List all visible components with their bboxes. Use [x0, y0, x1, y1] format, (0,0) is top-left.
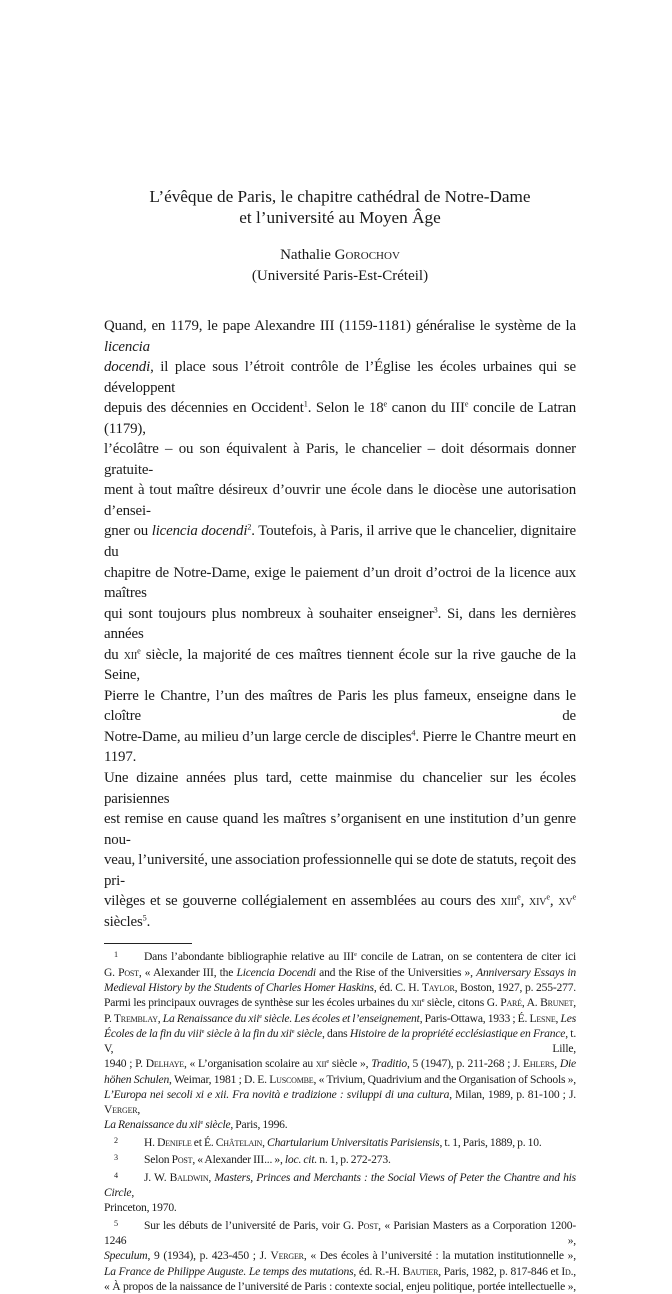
- footnote-number: [104, 947, 144, 964]
- text-run: siècle, la majorité de ces maîtres tiennent école sur la rive gauche de la Seine,: [104, 646, 576, 684]
- text-run: . Toutefois, à Paris, il arrive que le chancelier, dignitaire du: [104, 523, 576, 561]
- italic-run: Chartularium Universitatis Parisiensis: [267, 1135, 440, 1149]
- body-text: [104, 316, 576, 932]
- footnote-line: [104, 965, 576, 980]
- text-run: , Boston, 1927, p. 255-277.: [454, 981, 577, 995]
- text-run: and the Rise of the Universities »,: [315, 965, 477, 979]
- footnote-number-label: 2: [114, 1135, 118, 1145]
- italic-run: La Renaissance du xii: [162, 1011, 260, 1025]
- author-name: [104, 245, 576, 265]
- text-run: ,: [549, 893, 559, 910]
- footnote-line: [104, 1168, 576, 1201]
- text-run: concile de Latran (1179),: [104, 400, 577, 437]
- small-caps-run: Post: [118, 965, 139, 979]
- superscript: e: [572, 893, 576, 902]
- text-run: et É.: [191, 1135, 216, 1149]
- article-title-line-1: L’évêque de Paris, le chapitre cathédral de Notre-Dame: [149, 187, 531, 206]
- footnote-number: [104, 1133, 144, 1150]
- superscript: e: [421, 997, 425, 1005]
- italic-run: L’Europa nei secoli xi e xii. Fra novità e tradizione : sviluppi di una cultura: [104, 1087, 450, 1101]
- text-run: Notre-Dame, au milieu d’un large cercle de disciples: [104, 728, 412, 745]
- superscript: e: [201, 1027, 205, 1035]
- italic-run: siècle: [203, 1118, 231, 1132]
- superscript: e: [354, 951, 357, 959]
- footnote-line: [104, 1011, 576, 1026]
- body-line: [104, 604, 576, 645]
- superscript: e: [464, 399, 469, 409]
- body-line: [104, 645, 576, 686]
- body-line: [104, 357, 576, 398]
- italic-run: loc. cit.: [284, 1153, 318, 1167]
- body-line: [104, 316, 576, 357]
- text-run: . Si, dans les dernières années: [104, 605, 576, 643]
- article-title-line-2: et l’université au Moyen Âge: [239, 208, 441, 227]
- small-caps-run: xv: [558, 893, 573, 910]
- italic-run: Histoire de la propriété ecclésiastique en France: [349, 1026, 566, 1040]
- text-run: siècle, citons G.: [424, 996, 501, 1010]
- text-run: H.: [144, 1135, 158, 1149]
- text-run: P.: [104, 1011, 114, 1025]
- footnote-line: [104, 1150, 576, 1167]
- text-run: ,: [554, 1057, 560, 1071]
- small-caps-run: Delhaye: [145, 1057, 184, 1071]
- footnote-line: [104, 1279, 576, 1294]
- superscript: e: [259, 1012, 262, 1020]
- footnote-number: [104, 1150, 144, 1167]
- small-caps-run: Id: [561, 1264, 571, 1278]
- body-line: [104, 727, 576, 768]
- text-run: , Paris-Ottawa, 1933 ; É.: [419, 1011, 530, 1025]
- text-run: depuis des décennies en Occident: [104, 400, 304, 417]
- text-run: ,: [131, 1186, 135, 1200]
- body-line: [104, 521, 576, 562]
- text-run: « À propos de la naissance de l’université de Paris : contexte social, enjeu politique, portée intellectuelle »,: [104, 1279, 576, 1293]
- italic-run: Anniversary Essays in: [476, 965, 576, 979]
- author-last-name: Gorochov: [334, 247, 400, 263]
- superscript: 1: [303, 399, 308, 409]
- small-caps-run: Brunet: [540, 996, 574, 1010]
- text-run: 1940 ; P.: [104, 1057, 146, 1071]
- text-run: ,: [573, 996, 576, 1010]
- text-run: , A.: [521, 996, 541, 1010]
- text-run: ,: [157, 1011, 163, 1025]
- superscript: e: [291, 1027, 295, 1035]
- small-caps-run: Verger: [270, 1249, 304, 1263]
- text-run: , « L’organisation scolaire au: [183, 1057, 316, 1071]
- italic-run: La France de Philippe Auguste. Le temps des mutations: [104, 1264, 354, 1278]
- text-run: G.: [104, 965, 119, 979]
- italic-run: Traditio: [371, 1057, 407, 1071]
- footnote-line: [104, 1026, 576, 1057]
- small-caps-run: xiii: [500, 893, 518, 910]
- footnote-line: [104, 1200, 576, 1215]
- text-run: du: [104, 646, 124, 663]
- text-run: l’écolâtre – ou son équivalent à Paris, le chancelier – doit désormais donner gratuite-: [104, 441, 576, 478]
- superscript: e: [546, 893, 550, 902]
- small-caps-run: xii: [123, 646, 138, 663]
- superscript: e: [383, 399, 387, 409]
- text-run: siècle »,: [329, 1057, 372, 1071]
- italic-run: Medieval History by the Students of Charles Homer Haskins: [104, 981, 374, 995]
- italic-run: licencia: [104, 338, 150, 355]
- text-run: , Paris, 1996.: [230, 1118, 288, 1132]
- superscript: 5: [142, 913, 147, 923]
- footnote-line: [104, 1264, 576, 1279]
- footnote-number: [104, 1216, 144, 1233]
- small-caps-run: Lesne: [529, 1011, 556, 1025]
- text-run: chapitre de Notre-Dame, exige le paiement d’un droit d’octroi de la licence aux maîtres: [104, 564, 576, 602]
- body-line: [104, 439, 576, 480]
- text-run: concile de Latran, on se contentera de citer ici: [356, 950, 576, 964]
- footnote-number: [104, 1168, 144, 1185]
- text-run: ,: [555, 1011, 561, 1025]
- body-line: [104, 768, 576, 809]
- footnote-line: [104, 1248, 576, 1263]
- italic-run: siècle. Les écoles et l’enseignement: [261, 1011, 420, 1025]
- superscript: 2: [247, 523, 252, 533]
- small-caps-run: xiv: [529, 893, 547, 910]
- italic-run: höhen Schulen: [104, 1072, 170, 1086]
- footnote-line: [104, 1117, 576, 1132]
- small-caps-run: Luscombe: [269, 1072, 314, 1086]
- superscript: 4: [411, 728, 416, 738]
- text-run: , Milan, 1989, p. 81-100 ; J.: [449, 1087, 576, 1101]
- small-caps-run: Paré: [500, 996, 522, 1010]
- footnote-line: [104, 995, 576, 1010]
- author-affiliation: (Université Paris-Est-Créteil): [251, 268, 429, 284]
- body-line: [104, 563, 576, 604]
- body-line: [104, 398, 576, 439]
- text-run: vilèges et se gouverne collégialement en assemblées au cours des: [104, 893, 501, 910]
- small-caps-run: Post: [357, 1218, 379, 1232]
- text-run: , Paris, 1982, p. 817-846 et: [438, 1264, 562, 1278]
- footnote-number-label: 5: [114, 1218, 118, 1228]
- footnote-number-label: 3: [114, 1153, 118, 1163]
- text-run: est remise en cause quand les maîtres s’organisent en une institution d’un genre nou-: [104, 811, 576, 848]
- text-run: , éd. R.-H.: [353, 1264, 403, 1278]
- small-caps-run: xii: [315, 1057, 327, 1071]
- italic-run: siècle: [294, 1026, 322, 1040]
- small-caps-run: Châtelain: [215, 1135, 263, 1149]
- text-run: , « Alexander III... »,: [192, 1153, 285, 1167]
- superscript: e: [326, 1058, 330, 1066]
- text-run: , dans: [321, 1026, 350, 1040]
- italic-run: siècle à la fin du xii: [204, 1026, 292, 1040]
- italic-run: Écoles de la fin du viii: [104, 1026, 202, 1040]
- text-run: Sur les débuts de l’université de Paris, voir G.: [144, 1218, 358, 1232]
- body-line: [104, 809, 576, 850]
- italic-run: Masters, Princes and Merchants : the Social Views of Peter the Chantre and his Circle: [104, 1170, 576, 1200]
- footnote-number-label: 1: [114, 950, 118, 960]
- text-run: .: [146, 913, 151, 930]
- text-run: ,: [520, 893, 530, 910]
- text-run: ,: [137, 1103, 141, 1117]
- small-caps-run: Verger: [104, 1103, 138, 1117]
- text-run: Parmi les principaux ouvrages de synthèse sur les écoles urbaines du: [104, 996, 412, 1010]
- small-caps-run: xii: [411, 996, 422, 1010]
- author-first-name: Nathalie: [280, 247, 331, 263]
- text-run: gner ou: [104, 523, 152, 540]
- footnote-line: [104, 1072, 576, 1087]
- text-run: , il place sous l’étroit contrôle de l’Église les écoles urbaines qui se développent: [104, 359, 576, 396]
- body-line: [104, 850, 576, 891]
- text-run: J. W.: [144, 1170, 170, 1184]
- footnote-line: [104, 1087, 576, 1118]
- small-caps-run: Denifle: [157, 1135, 192, 1149]
- text-run: ,: [208, 1170, 215, 1184]
- italic-run: Die: [559, 1057, 576, 1071]
- footnote-line: [104, 1056, 576, 1071]
- small-caps-run: Bautier: [402, 1264, 439, 1278]
- italic-run: Les: [560, 1011, 577, 1025]
- superscript: e: [517, 893, 521, 902]
- small-caps-run: Post: [171, 1153, 193, 1167]
- footnotes: [104, 947, 576, 1294]
- text-run: qui sont toujours plus nombreux à souhaiter enseigner: [104, 605, 434, 622]
- text-run: , « Trivium, Quadrivium and the Organisation of Schools »,: [313, 1072, 576, 1086]
- footnote-line: [104, 980, 576, 995]
- superscript: e: [200, 1119, 204, 1127]
- small-caps-run: Taylor: [421, 981, 455, 995]
- text-run: Une dizaine années plus tard, cette mainmise du chancelier sur les écoles parisiennes: [104, 770, 576, 807]
- text-run: , 9 (1934), p. 423-450 ; J.: [147, 1249, 271, 1263]
- text-run: , « Alexander III, the: [138, 965, 237, 979]
- text-run: , 5 (1947), p. 211-268 ; J.: [406, 1057, 524, 1071]
- text-run: ment à tout maître désireux d’ouvrir une école dans le diocèse une autorisation d’ensei-: [104, 482, 576, 519]
- footnote-number-label: 4: [114, 1170, 118, 1180]
- body-line: [104, 891, 576, 932]
- footnote-line: [104, 1133, 576, 1150]
- body-line: [104, 686, 576, 727]
- text-run: ,: [262, 1135, 268, 1149]
- footnote-line: [104, 947, 576, 964]
- text-run: . Selon le 18: [307, 400, 384, 417]
- text-run: Princeton, 1970.: [104, 1201, 177, 1215]
- text-run: . Pierre le Chantre meurt en 1197.: [104, 728, 576, 766]
- italic-run: La Renaissance du xii: [104, 1118, 201, 1132]
- text-run: veau, l’université, une association professionnelle qui se dote de statuts, reçoit des pri-: [104, 852, 576, 889]
- text-run: , t. 1, Paris, 1889, p. 10.: [439, 1135, 542, 1149]
- superscript: e: [137, 646, 141, 656]
- small-caps-run: Ehlers: [523, 1057, 555, 1071]
- body-line: [104, 480, 576, 521]
- text-run: n. 1, p. 272-273.: [317, 1153, 391, 1167]
- italic-run: docendi: [104, 359, 151, 376]
- text-run: Dans l’abondante bibliographie relative au III: [144, 950, 355, 964]
- italic-run: licencia docendi: [151, 523, 248, 540]
- superscript: 3: [433, 605, 438, 615]
- page: [104, 0, 576, 1294]
- text-run: , « Parisian Masters as a Corporation 1200-1246 »,: [104, 1218, 576, 1248]
- italic-run: Licencia Docendi: [236, 965, 316, 979]
- footnote-line: [104, 1216, 576, 1249]
- text-run: , Weimar, 1981 ; D. E.: [169, 1072, 270, 1086]
- text-run: canon du III: [386, 400, 465, 417]
- text-run: Selon: [144, 1153, 172, 1167]
- text-run: siècles: [104, 913, 143, 930]
- text-run: Quand, en 1179, le pape Alexandre III (1159-1181) généralise le système de la: [104, 318, 576, 334]
- text-run: , éd. C. H.: [373, 981, 422, 995]
- text-run: , « Des écoles à l’université : la mutation institutionnelle »,: [303, 1249, 576, 1263]
- text-run: , t. V, Lille,: [104, 1026, 577, 1056]
- italic-run: Speculum: [104, 1249, 148, 1263]
- text-run: .,: [570, 1264, 576, 1278]
- footnote-separator: [104, 943, 192, 944]
- small-caps-run: Baldwin: [169, 1170, 209, 1184]
- small-caps-run: Tremblay: [113, 1011, 158, 1025]
- text-run: Pierre le Chantre, l’un des maîtres de Paris les plus fameux, enseigne dans le cloître de: [104, 687, 576, 725]
